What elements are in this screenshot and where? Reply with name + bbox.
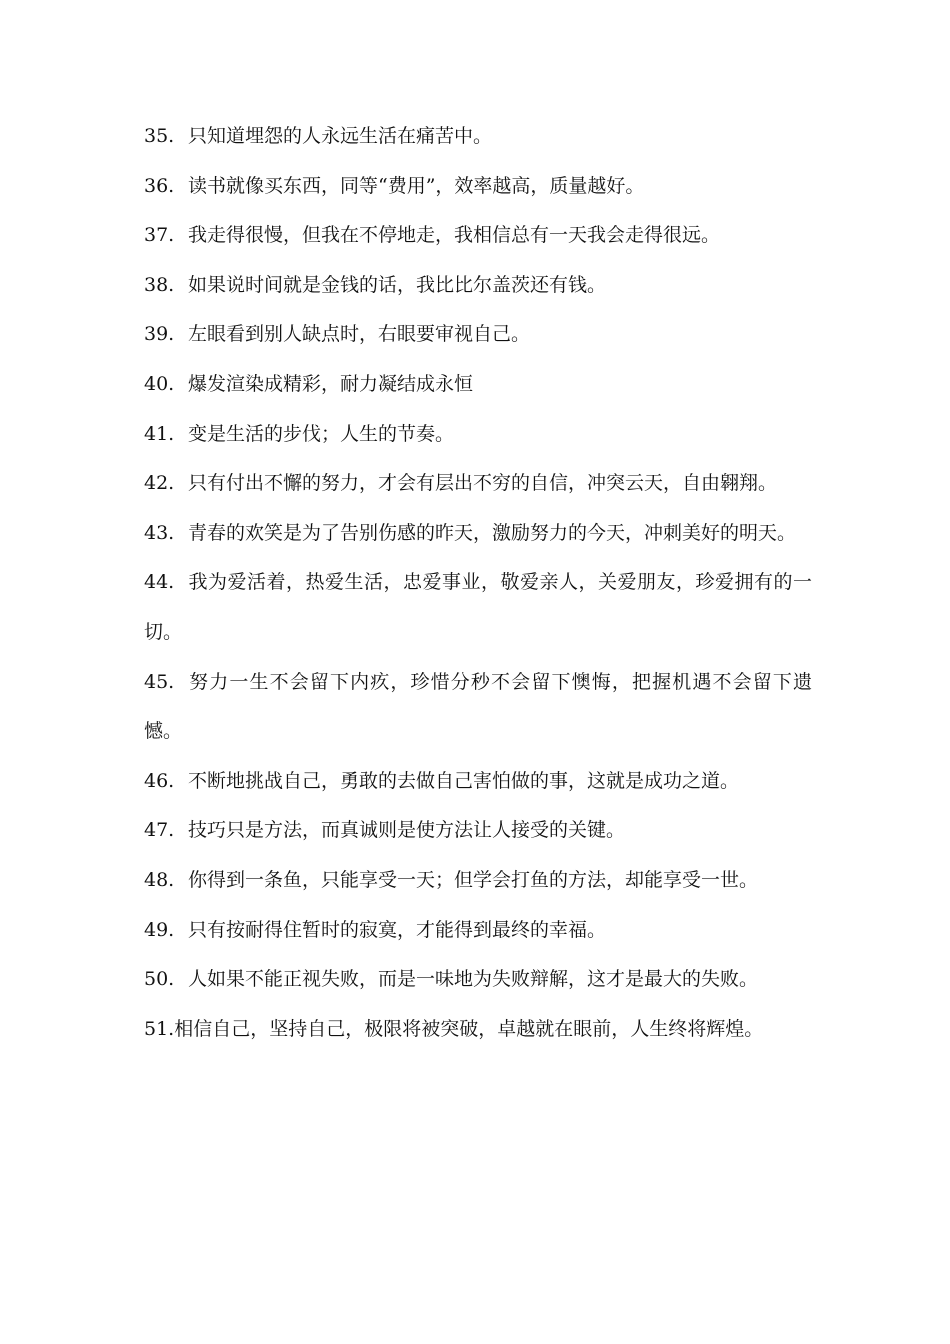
list-item bbox=[144, 211, 812, 261]
item-number: 50. bbox=[144, 968, 175, 991]
item-number: 41. bbox=[144, 422, 175, 445]
item-text: 不断地挑战自己，勇敢的去做自己害怕做的事，这就是成功之道。 bbox=[188, 769, 740, 792]
list-item bbox=[144, 310, 812, 360]
list-item bbox=[144, 658, 812, 757]
item-text: 青春的欢笑是为了告别伤感的昨天，激励努力的今天，冲刺美好的明天。 bbox=[188, 521, 797, 544]
item-text: 只有按耐得住暂时的寂寞，才能得到最终的幸福。 bbox=[188, 918, 607, 941]
item-number: 36. bbox=[144, 174, 175, 197]
item-number: 39. bbox=[144, 323, 175, 346]
item-number: 37. bbox=[144, 224, 175, 247]
item-number: 44. bbox=[144, 571, 175, 594]
list-item bbox=[144, 162, 812, 212]
list-item bbox=[144, 906, 812, 956]
item-text: 技巧只是方法，而真诚则是使方法让人接受的关键。 bbox=[188, 819, 626, 842]
item-number: 40. bbox=[144, 372, 175, 395]
quote-list bbox=[144, 112, 812, 1054]
item-number: 42. bbox=[144, 472, 175, 495]
item-text: 变是生活的步伐；人生的节奏。 bbox=[188, 422, 455, 445]
list-item bbox=[144, 955, 812, 1005]
item-text: 只有付出不懈的努力，才会有层出不穷的自信，冲突云天，自由翱翔。 bbox=[188, 472, 778, 495]
item-text: 相信自己，坚持自己，极限将被突破，卓越就在眼前，人生终将辉煌。 bbox=[174, 1017, 764, 1040]
item-number: 43. bbox=[144, 521, 175, 544]
item-number: 35. bbox=[144, 125, 175, 147]
list-item bbox=[144, 1005, 812, 1055]
item-number: 47. bbox=[144, 819, 175, 842]
list-item bbox=[144, 459, 812, 509]
list-item bbox=[144, 558, 812, 657]
item-number: 48. bbox=[144, 868, 175, 891]
item-text: 读书就像买东西，同等“费用”，效率越高，质量越好。 bbox=[188, 174, 645, 197]
item-number: 51. bbox=[144, 1017, 175, 1040]
item-text: 爆发渲染成精彩，耐力凝结成永恒 bbox=[188, 372, 474, 395]
list-item bbox=[144, 856, 812, 906]
item-number: 46. bbox=[144, 769, 175, 792]
list-item bbox=[144, 261, 812, 311]
list-item bbox=[144, 806, 812, 856]
list-item bbox=[144, 360, 812, 410]
list-item bbox=[144, 509, 812, 559]
item-number: 49. bbox=[144, 918, 175, 941]
item-text: 我走得很慢，但我在不停地走，我相信总有一天我会走得很远。 bbox=[188, 224, 721, 247]
item-text: 你得到一条鱼，只能享受一天；但学会打鱼的方法，却能享受一世。 bbox=[188, 868, 759, 891]
item-text: 左眼看到别人缺点时，右眼要审视自己。 bbox=[188, 323, 531, 346]
list-item bbox=[144, 112, 812, 162]
item-text: 努力一生不会留下内疚，珍惜分秒不会留下懊悔，把握机遇不会留下遗憾。 bbox=[144, 670, 812, 743]
item-text: 人如果不能正视失败，而是一味地为失败辩解，这才是最大的失败。 bbox=[188, 968, 759, 991]
item-number: 45. bbox=[144, 670, 175, 693]
item-number: 38. bbox=[144, 273, 175, 296]
item-text: 如果说时间就是金钱的话，我比比尔盖茨还有钱。 bbox=[188, 273, 607, 296]
list-item bbox=[144, 757, 812, 807]
item-text: 只知道埋怨的人永远生活在痛苦中。 bbox=[188, 125, 493, 147]
list-item bbox=[144, 410, 812, 460]
item-text: 我为爱活着，热爱生活，忠爱事业，敬爱亲人，关爱朋友，珍爱拥有的一切。 bbox=[144, 571, 812, 643]
